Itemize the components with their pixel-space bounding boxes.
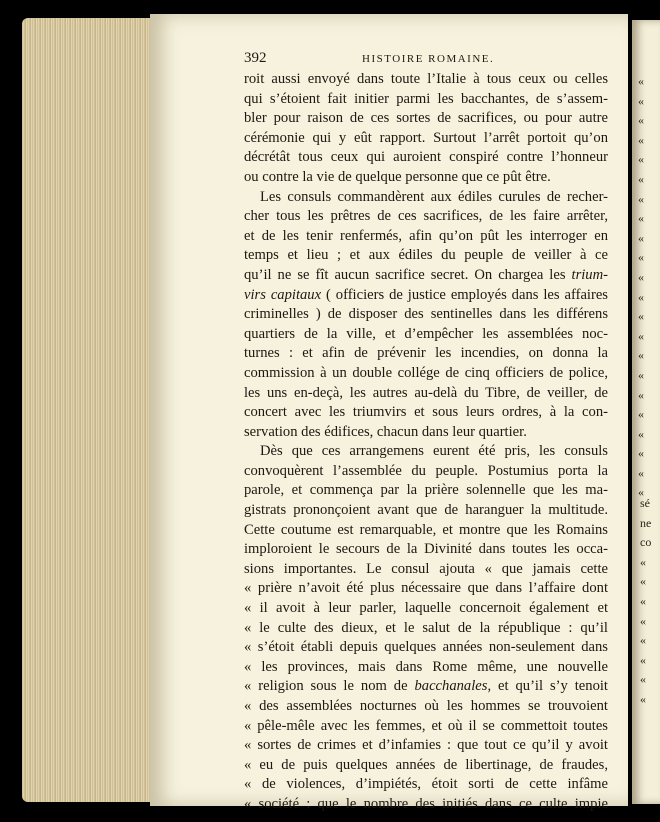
text-line xyxy=(244,501,608,521)
margin-quote-mark: « xyxy=(638,93,644,108)
text-line xyxy=(244,423,608,443)
text-run: décrétât tous ceux qui auroient conspiré contre l’honneur xyxy=(244,149,608,166)
text-run: « religion sous le nom de xyxy=(244,678,415,695)
next-page-fragment: sé xyxy=(640,496,650,510)
margin-quote-mark: « xyxy=(638,426,644,441)
text-run: et de les tenir renfermés, afin qu’on pût les interroger en xyxy=(244,227,608,244)
margin-quote-mark: « xyxy=(638,348,644,363)
text-line xyxy=(244,403,608,423)
margin-quote-mark: « xyxy=(638,152,644,167)
text-run: « sortes de crimes et d’infamies : que tout ce qu’il y avoit xyxy=(244,737,608,754)
margin-quote-mark: « xyxy=(638,465,644,480)
text-line xyxy=(244,756,608,776)
text-line xyxy=(244,677,608,697)
text-line xyxy=(244,599,608,619)
text-run: temps et lieu ; et aux édiles du peuple de veiller à ce xyxy=(244,247,608,264)
text-run: , et qu’il s’y tenoit xyxy=(487,678,608,695)
text-run: Dès que ces arrangemens eurent été pris, les consuls xyxy=(260,443,608,460)
margin-quote-mark: « xyxy=(638,328,644,343)
text-line xyxy=(244,246,608,266)
margin-quote-mark: « xyxy=(638,250,644,265)
text-run: qui s’étoient fait initier parmi les bacchantes, de s’assem- xyxy=(244,90,608,107)
text-line xyxy=(244,188,608,208)
next-page-fragment: co xyxy=(640,535,652,550)
margin-quote-mark: « xyxy=(638,171,644,186)
text-line xyxy=(244,286,608,306)
text-run: turnes : et afin de prévenir les incendies, on donna la xyxy=(244,345,608,362)
next-page-fragment: « xyxy=(640,672,646,687)
text-line xyxy=(244,717,608,737)
italic-run: virs capitaux xyxy=(244,286,322,303)
text-run: bler pour raison de ces sortes de sacrifices, ou pour autre xyxy=(244,110,608,127)
margin-quote-mark: « xyxy=(638,387,644,402)
text-run: « de violences, d’impiétés, étoit sorti de cette infâme xyxy=(244,776,608,793)
text-line xyxy=(244,795,608,815)
text-run: commission à un double collége de cinq officiers de police, xyxy=(244,364,608,381)
text-line xyxy=(244,481,608,501)
text-run: « pêle-mêle avec les femmes, et où il se commettoit toutes xyxy=(244,717,608,734)
next-page-fragment: ne xyxy=(640,515,652,530)
text-run: imploroient le secours de la Divinité dans toutes les occa- xyxy=(244,541,608,558)
text-run: roit aussi envoyé dans toute l’Italie à tous ceux ou celles xyxy=(244,71,608,87)
margin-quote-mark: « xyxy=(638,191,644,206)
text-run: quartiers de la ville, et d’empêcher les assemblées noc- xyxy=(244,325,608,342)
margin-quote-mark: « xyxy=(638,289,644,304)
next-page-fragment: « xyxy=(640,613,646,628)
margin-quote-mark: « xyxy=(638,309,644,324)
text-run: sions importantes. Le consul ajouta « que jamais cette xyxy=(244,560,608,577)
text-run: cher tous les prêtres de ces sacrifices, de les faire arrêter, xyxy=(244,208,608,225)
text-line xyxy=(244,325,608,345)
text-run: « eu de puis quelques années de libertinage, de fraudes, xyxy=(244,756,608,773)
text-line xyxy=(244,697,608,717)
text-run: Cette coutume est remarquable, et montre que les Romains xyxy=(244,521,608,538)
text-run: criminelles ) de disposer des sentinelles dans les différens xyxy=(244,306,608,323)
italic-run: trium- xyxy=(565,266,608,283)
text-run: servation des édifices, chacun dans leur quartier. xyxy=(244,423,527,440)
text-line xyxy=(244,109,608,129)
running-head xyxy=(244,50,610,70)
margin-quote-mark: « xyxy=(638,407,644,422)
margin-quote-mark: « xyxy=(638,74,644,88)
next-page-fragment: « xyxy=(640,652,646,667)
body-text xyxy=(244,70,608,815)
text-line xyxy=(244,619,608,639)
margin-quote-mark: « xyxy=(638,132,644,147)
text-line xyxy=(244,579,608,599)
text-run: « prière n’avoit été plus nécessaire que dans l’affaire dont xyxy=(244,580,608,597)
next-page-fragment: « xyxy=(640,633,646,648)
text-run: ( officiers de justice employés dans les affaires xyxy=(321,286,608,303)
text-run: « des assemblées nocturnes où les hommes se trouvoient xyxy=(244,698,608,714)
next-page-fragment: « xyxy=(640,574,646,589)
text-line xyxy=(244,227,608,247)
text-line xyxy=(244,129,608,149)
next-page-fragment: « xyxy=(640,691,646,706)
margin-quote-mark: « xyxy=(638,269,644,284)
margin-quote-mark: « xyxy=(638,211,644,226)
text-line xyxy=(244,70,608,90)
next-page-fragments xyxy=(640,494,660,710)
text-line xyxy=(244,442,608,462)
text-line xyxy=(244,266,608,286)
text-run: gistrats prononçoient avant que de haranguer la multitude. xyxy=(244,502,608,519)
text-line xyxy=(244,560,608,580)
text-run: « société : que le nombre des initiés dans ce culte impie xyxy=(244,795,608,812)
margin-quote-mark: « xyxy=(638,485,644,500)
text-line xyxy=(244,638,608,658)
text-line xyxy=(244,90,608,110)
text-line xyxy=(244,207,608,227)
text-line xyxy=(244,148,608,168)
margin-quote-marks xyxy=(638,72,658,503)
text-line xyxy=(244,540,608,560)
page-number: 392 xyxy=(244,50,267,66)
text-run: qu’il ne se fît aucun sacrifice secret. On chargea les xyxy=(244,266,566,283)
text-line xyxy=(244,168,608,188)
next-page-fragment: « xyxy=(640,554,646,569)
margin-quote-mark: « xyxy=(638,446,644,461)
text-run: « les provinces, mais dans Rome même, une nouvelle xyxy=(244,658,608,675)
text-run: concert avec les triumvirs et sous leurs ordres, à la con- xyxy=(244,404,608,421)
text-run: convoquèrent l’assemblée du peuple. Postumius porta la xyxy=(244,462,608,479)
text-run: ou contre la vie de quelque personne que ce pût être. xyxy=(244,168,551,185)
text-run: parole, et commença par la prière solennelle que les ma- xyxy=(244,482,608,499)
margin-quote-mark: « xyxy=(638,230,644,245)
text-run: Les consuls commandèrent aux édiles curules de recher- xyxy=(260,188,608,205)
text-line xyxy=(244,521,608,541)
text-line xyxy=(244,775,608,795)
header-title: HISTOIRE ROMAINE. xyxy=(362,53,495,65)
text-line xyxy=(244,305,608,325)
text-line xyxy=(244,344,608,364)
next-page-fragment: « xyxy=(640,593,646,608)
margin-quote-mark: « xyxy=(638,367,644,382)
text-run: « s’étoit établi depuis quelques années non-seulement dans xyxy=(244,639,608,656)
text-line xyxy=(244,658,608,678)
text-run: « le culte des dieux, et le salut de la république : qu’il xyxy=(244,619,608,636)
text-line xyxy=(244,462,608,482)
text-line xyxy=(244,364,608,384)
margin-quote-mark: « xyxy=(638,113,644,128)
text-run: « il avoit à leur parler, laquelle concernoit également et xyxy=(244,600,608,617)
book-page-edges xyxy=(22,18,164,802)
text-run: les uns en-deçà, les autres au-delà du Tibre, de veiller, de xyxy=(244,384,608,401)
italic-run: bacchanales xyxy=(414,678,488,695)
text-line xyxy=(244,736,608,756)
text-line xyxy=(244,384,608,404)
text-run: cérémonie qui y eût rapport. Surtout l’arrêt portoit qu’on xyxy=(244,129,608,146)
